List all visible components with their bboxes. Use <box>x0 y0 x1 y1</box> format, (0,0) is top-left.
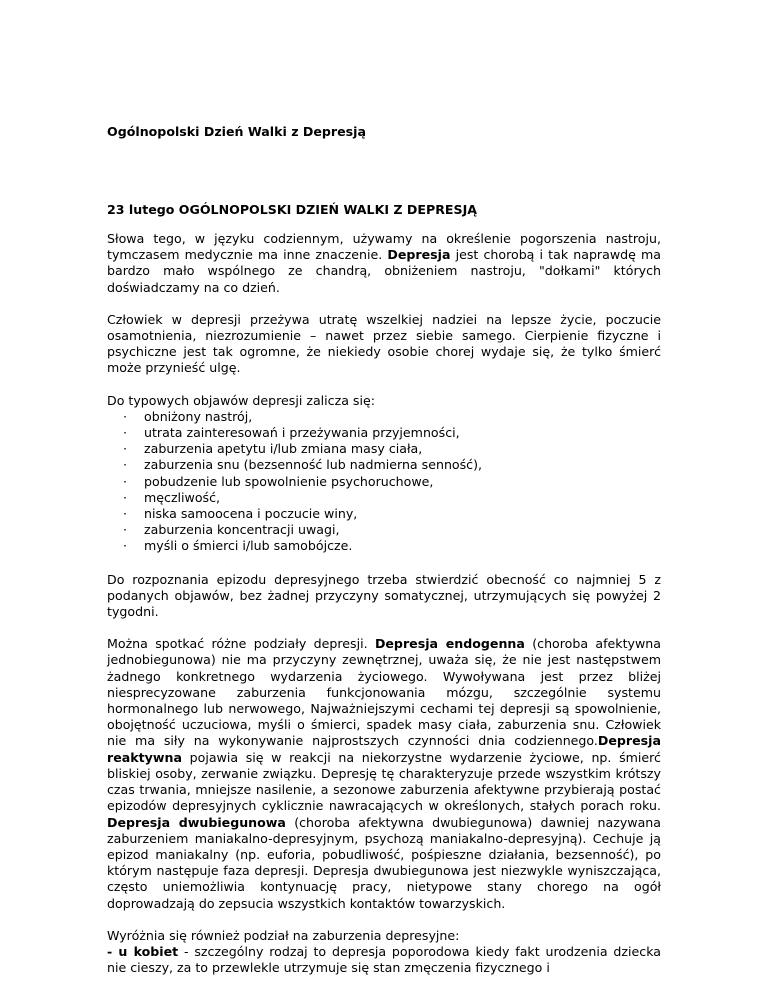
bullet-icon: · <box>123 425 128 441</box>
document-title: Ogólnopolski Dzień Walki z Depresją <box>107 124 366 139</box>
list-item <box>107 490 661 506</box>
list-item <box>107 441 661 457</box>
bold-term-kobiet: - u kobiet <box>107 943 179 959</box>
list-item-text: myśli o śmierci i/lub samobójcze. <box>144 538 353 554</box>
paragraph-text: Można spotkać różne podziały depresji. <box>107 636 375 652</box>
section-heading: 23 lutego OGÓLNOPOLSKI DZIEŃ WALKI Z DEPRESJĄ <box>107 202 478 217</box>
bullet-icon: · <box>123 522 128 538</box>
list-item <box>107 409 661 425</box>
list-item-text: zaburzenia snu (bezsenność lub nadmierna senność), <box>144 457 483 473</box>
bullet-icon: · <box>123 408 128 424</box>
list-item-text: męczliwość, <box>144 489 221 505</box>
bullet-icon: · <box>123 473 128 489</box>
list-item-text: pobudzenie lub spowolnienie psychoruchowe, <box>144 473 434 489</box>
paragraph-text: pojawia się w reakcji na niekorzystne wydarzenie życiowe, np. śmierć bliskiej osoby, zerwanie związku. Depresję tę charakteryzuje przede wszystkim krótszy czas trwania, mniejsze nasilenie, a sezonowe zaburzenia afektywne przybierają postać epizodów depresyjnych cyklicznie nawracających w określonych, stałych porach roku. <box>107 749 661 814</box>
paragraph-definition <box>107 231 661 296</box>
paragraph-diagnosis: Do rozpoznania epizodu depresyjnego trzeba stwierdzić obecność co najmniej 5 z podanych objawów, bez żadnej przyczyny somatycznej, utrzymujących się powyżej 2 tygodni. <box>107 571 661 620</box>
list-item <box>107 457 661 473</box>
symptoms-list <box>107 409 661 555</box>
paragraph-types <box>107 636 661 911</box>
paragraph-text: (choroba afektywna jednobiegunowa) nie ma przyczyny zewnętrznej, uważa się, że nie jest następstwem żadnego konkretnego wydarzenia życiowego. Wywoływana jest przez bliżej niesprecyzowane zaburzenia funkcjonowania mózgu, szczególnie systemu hormonalnego lub nerwowego, Najważniejszymi cechami tej depresji są spowolnienie, obojętność uczuciowa, myśli o śmierci, spadek masy ciała, zaburzenia snu. Człowiek nie ma siły na wykonywanie najprostszych czynności dnia codziennego. <box>107 636 661 749</box>
list-item <box>107 506 661 522</box>
list-item-text: obniżony nastrój, <box>144 408 253 424</box>
bullet-icon: · <box>123 441 128 457</box>
bullet-icon: · <box>123 506 128 522</box>
paragraph-text: Słowa tego, w języku codziennym, używamy na określenie pogorszenia nastroju, tymczasem medycznie ma inne znaczenie. <box>107 231 661 263</box>
paragraph-division: Wyróżnia się również podział na zaburzenia depresyjne: <box>107 927 460 943</box>
list-item <box>107 522 661 538</box>
list-item <box>107 474 661 490</box>
list-item-text: utrata zainteresowań i przeżywania przyjemności, <box>144 425 460 441</box>
bold-term-endogenna: Depresja endogenna <box>374 636 525 652</box>
bold-term-reaktywna: Depresja reaktywna <box>107 733 661 765</box>
list-item <box>107 538 661 554</box>
paragraph-suffering: Człowiek w depresji przeżywa utratę wszelkiej nadziei na lepsze życie, poczucie osamotnienia, niezrozumienie – nawet przez siebie samego. Cierpienie fizyczne i psychiczne jest tak ogromne, że niekiedy osobie chorej wydaje się, że tylko śmierć może przynieść ulgę. <box>107 311 661 376</box>
paragraph-women <box>107 944 661 976</box>
symptoms-intro: Do typowych objawów depresji zalicza się: <box>107 392 375 408</box>
list-item-text: niska samoocena i poczucie winy, <box>144 506 358 522</box>
paragraph-text: jest chorobą i tak naprawdę ma bardzo mało wspólnego ze chandrą, obniżeniem nastroju, "dołkami" których doświadczamy na co dzień. <box>107 247 661 295</box>
paragraph-text: - szczególny rodzaj to depresja poporodowa kiedy fakt urodzenia dziecka nie cieszy, za to przewlekle utrzymuje się stan zmęczenia fizycznego i <box>107 943 661 976</box>
document-text-flow <box>107 231 661 992</box>
list-item <box>107 425 661 441</box>
paragraph-text: (choroba afektywna dwubiegunowa) dawniej nazywana zaburzeniem maniakalno-depresyjnym, psychozą maniakalno-depresyjną). Cechuje ją epizod maniakalny (np. euforia, pobudliwość, pośpieszne działania, bezsenność), po którym następuje faza depresji. Depresja dwubiegunowa jest niezwykle wyniszczająca, często uniemożliwia kontynuację pracy, nietypowe stany chorego na ogół doprowadzają do zepsucia wszystkich kontaktów towarzyskich. <box>107 814 661 911</box>
list-item-text: zaburzenia apetytu i/lub zmiana masy ciała, <box>144 441 423 457</box>
bold-term-dwubiegunowa: Depresja dwubiegunowa <box>107 814 286 830</box>
list-item-text: zaburzenia koncentracji uwagi, <box>144 522 340 538</box>
bullet-icon: · <box>123 489 128 505</box>
bullet-icon: · <box>123 538 128 554</box>
bullet-icon: · <box>123 457 128 473</box>
bold-term-depresja: Depresja <box>387 247 451 263</box>
